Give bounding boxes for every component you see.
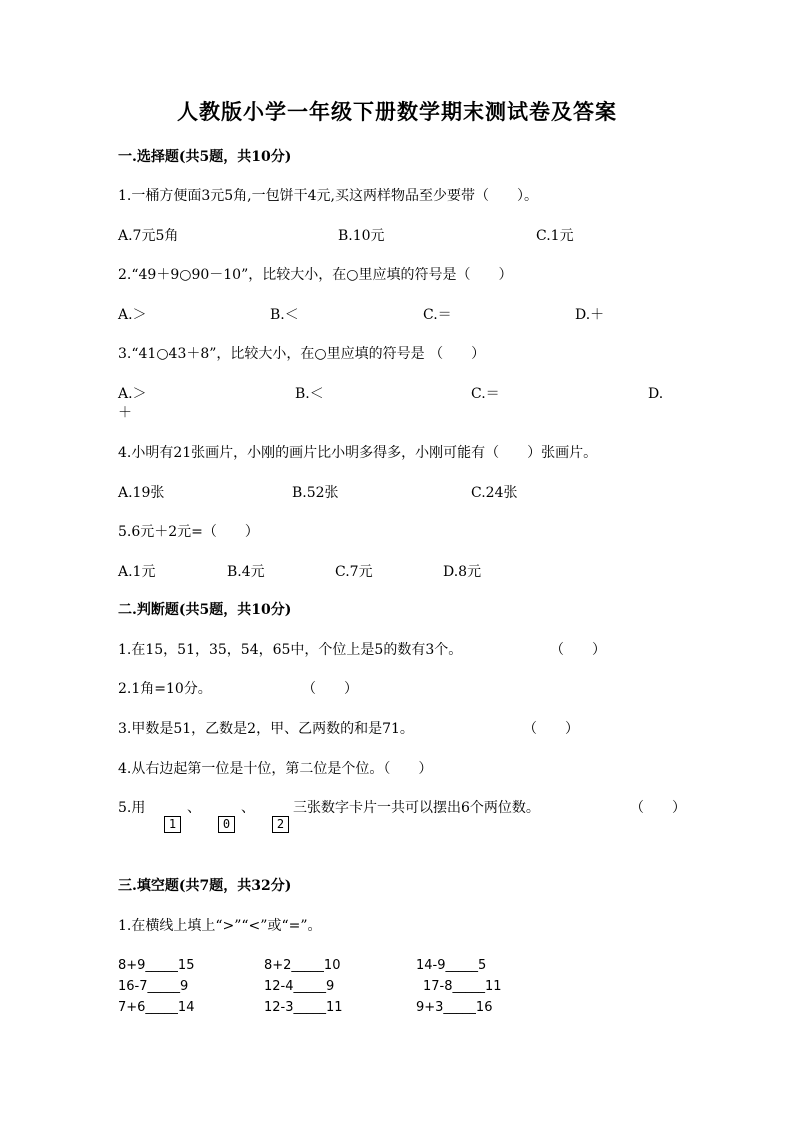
fill-item: 14-9_____5 xyxy=(416,958,487,973)
option-b: B.10元 xyxy=(338,228,385,244)
section-heading-judge: 二.判断题(共5题，共10分) xyxy=(118,602,292,618)
question-suffix: 三张数字卡片一共可以摆出6个两位数。 xyxy=(293,800,540,816)
option-b: B.4元 xyxy=(227,564,265,580)
answer-paren: （ ） xyxy=(550,642,606,658)
question-text: 2.“49＋9○90－10”，比较大小，在○里应填的符号是（ ） xyxy=(118,267,513,283)
option-a: A.7元5角 xyxy=(118,228,179,244)
option-c: C.24张 xyxy=(471,485,518,501)
option-c: C.1元 xyxy=(536,228,574,244)
fill-item: 8+9_____15 xyxy=(118,958,195,973)
option-a: A.19张 xyxy=(118,485,165,501)
question-text: 1.在横线上填上“>”“<”或“=”。 xyxy=(118,918,322,934)
option-d-label: D. xyxy=(648,386,664,402)
fill-item: 7+6_____14 xyxy=(118,1000,195,1015)
question-text: 1.在15，51，35，54，65中，个位上是5的数有3个。 xyxy=(118,642,463,658)
number-card-1: 1 xyxy=(164,816,181,833)
number-card-2: 2 xyxy=(272,816,289,833)
option-c: C.＝ xyxy=(423,307,452,323)
option-d-value: ＋ xyxy=(118,405,132,421)
fill-item: 16-7_____9 xyxy=(118,979,189,994)
fill-item: 9+3_____16 xyxy=(416,1000,493,1015)
option-c: C.＝ xyxy=(471,386,500,402)
option-d: D.＋ xyxy=(575,307,605,323)
answer-paren: （ ） xyxy=(302,681,358,697)
section-heading-choice: 一.选择题(共5题，共10分) xyxy=(118,149,292,165)
separator: 、 xyxy=(187,800,201,816)
fill-item: 12-4_____9 xyxy=(264,979,335,994)
question-text: 1.一桶方便面3元5角,一包饼干4元,买这两样物品至少要带（ ）。 xyxy=(118,188,538,204)
option-d: D.8元 xyxy=(443,564,482,580)
question-text: 5.6元＋2元=（ ） xyxy=(118,524,259,540)
option-b: B.＜ xyxy=(295,386,324,402)
option-a: A.＞ xyxy=(118,307,147,323)
number-card-0: 0 xyxy=(218,816,235,833)
option-a: A.＞ xyxy=(118,386,147,402)
question-prefix: 5.用 xyxy=(118,800,146,816)
question-text: 3.“41○43＋8”，比较大小，在○里应填的符号是 （ ） xyxy=(118,346,486,362)
fill-item: 8+2_____10 xyxy=(264,958,341,973)
question-text: 3.甲数是51，乙数是2，甲、乙两数的和是71。 xyxy=(118,721,414,737)
fill-item: 17-8_____11 xyxy=(423,979,502,994)
answer-paren: （ ） xyxy=(630,800,686,816)
option-b: B.52张 xyxy=(292,485,339,501)
page-title: 人教版小学一年级下册数学期末测试卷及答案 xyxy=(177,99,617,124)
question-text: 4.从右边起第一位是十位，第二位是个位。（ ） xyxy=(118,761,433,777)
answer-paren: （ ） xyxy=(523,721,579,737)
option-c: C.7元 xyxy=(335,564,373,580)
fill-item: 12-3_____11 xyxy=(264,1000,343,1015)
separator: 、 xyxy=(241,800,255,816)
question-text: 4.小明有21张画片，小刚的画片比小明多得多，小刚可能有（ ）张画片。 xyxy=(118,445,598,461)
option-a: A.1元 xyxy=(118,564,156,580)
section-heading-fill: 三.填空题(共7题，共32分) xyxy=(118,878,292,894)
question-text: 2.1角=10分。 xyxy=(118,681,212,697)
option-b: B.＜ xyxy=(270,307,299,323)
